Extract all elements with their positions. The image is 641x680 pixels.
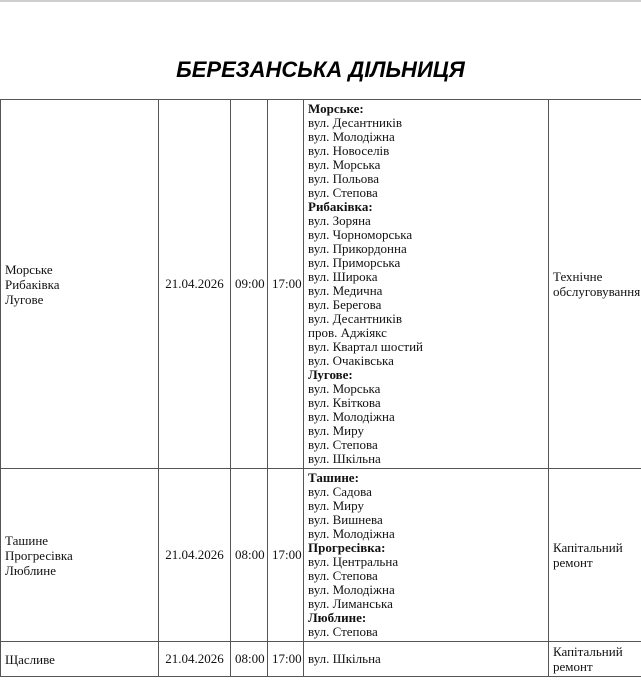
settlement-header: Прогресівка: (308, 540, 386, 555)
locality-name: Лугове (5, 291, 44, 307)
work-type-cell: Технічне обслуговування (549, 100, 641, 469)
table-row (1, 642, 641, 677)
date-cell: 21.04.2026 (159, 469, 231, 642)
street-item: вул. Чорноморська (308, 227, 413, 242)
street-item: вул. Квартал шостий (308, 339, 424, 354)
streets-cell (304, 642, 549, 677)
street-item: вул. Степова (308, 624, 378, 639)
locality-name: Щасливе (5, 651, 55, 667)
street-item: пров. Аджіякс (308, 325, 387, 340)
date-cell: 21.04.2026 (159, 100, 231, 469)
street-item: вул. Медична (308, 283, 383, 298)
work-type-cell: Капітальний ремонт (549, 469, 641, 642)
localities-cell (1, 100, 159, 469)
page-title: БЕРЕЗАНСЬКА ДІЛЬНИЦЯ (176, 57, 465, 82)
street-item: вул. Польова (308, 171, 379, 186)
street-item: вул. Лиманська (308, 596, 393, 611)
locality-name: Ташине (5, 532, 49, 548)
end-time-cell: 17:00 (268, 469, 304, 642)
street-item: вул. Степова (308, 185, 378, 200)
start-time-cell: 08:00 (231, 642, 268, 677)
table-row (1, 100, 641, 469)
end-time-cell: 17:00 (268, 642, 304, 677)
street-item: вул. Широка (308, 269, 378, 284)
street-item: вул. Новоселів (308, 143, 390, 158)
settlement-header: Рибаківка: (308, 199, 373, 214)
street-item: вул. Зоряна (308, 213, 371, 228)
settlement-header: Лугове: (308, 367, 353, 382)
settlement-header: Люблине: (308, 610, 367, 625)
settlement-header: Морське: (308, 101, 364, 116)
street-item: вул. Очаківська (308, 353, 394, 368)
street-item: вул. Степова (308, 437, 378, 452)
locality-name: Люблине (5, 562, 56, 578)
street-item: вул. Молодіжна (308, 409, 395, 424)
street-item: вул. Молодіжна (308, 129, 395, 144)
locality-name: Прогресівка (5, 547, 73, 563)
table-row (1, 469, 641, 642)
start-time-cell: 08:00 (231, 469, 268, 642)
street-item: вул. Морська (308, 381, 381, 396)
locality-name: Морське (5, 261, 53, 277)
street-item: вул. Молодіжна (308, 582, 395, 597)
streets-cell (304, 469, 549, 642)
schedule-table-body (1, 100, 641, 677)
streets-cell (304, 100, 549, 469)
street-item: вул. Квіткова (308, 395, 381, 410)
street-item: вул. Центральна (308, 554, 399, 569)
outage-schedule-table (0, 99, 641, 677)
street-item: вул. Степова (308, 568, 378, 583)
street-item: вул. Шкільна (308, 451, 381, 466)
street-item: вул. Десантників (308, 311, 403, 326)
street-item: вул. Молодіжна (308, 526, 395, 541)
localities-cell (1, 469, 159, 642)
street-item: вул. Приморська (308, 255, 401, 270)
settlement-header: Ташине: (308, 470, 359, 485)
street-item: вул. Садова (308, 484, 372, 499)
locality-name: Рибаківка (5, 276, 60, 292)
street-item: вул. Десантників (308, 115, 403, 130)
street-item: вул. Миру (308, 498, 364, 513)
street-item: вул. Прикордонна (308, 241, 407, 256)
date-cell: 21.04.2026 (159, 642, 231, 677)
work-type-cell: Капітальний ремонт (549, 642, 641, 677)
street-item: вул. Шкільна (308, 651, 381, 666)
street-item: вул. Миру (308, 423, 364, 438)
localities-cell (1, 642, 159, 677)
street-item: вул. Берегова (308, 297, 382, 312)
street-item: вул. Вишнева (308, 512, 383, 527)
street-item: вул. Морська (308, 157, 381, 172)
end-time-cell: 17:00 (268, 100, 304, 469)
start-time-cell: 09:00 (231, 100, 268, 469)
